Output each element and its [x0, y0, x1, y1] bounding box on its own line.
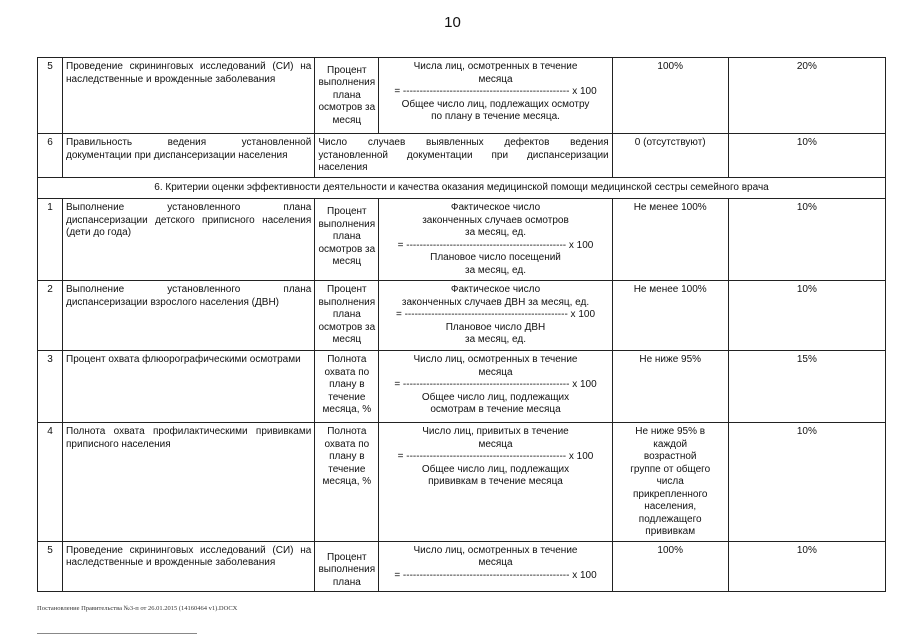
formula-denominator: за месяц, ед.: [465, 334, 527, 345]
table-row: [38, 541, 886, 592]
formula-denominator: Плановое число посещений: [430, 252, 561, 263]
indicator-line: плану в: [329, 451, 365, 462]
formula-denominator: по плану в течение месяца.: [431, 111, 560, 122]
row-number: 5: [38, 541, 63, 592]
formula-fraction-line: = -------------------------------------------------- x 100: [394, 379, 597, 390]
criteria-table: [37, 57, 886, 592]
indicator-line: Процент: [327, 206, 367, 217]
indicator-line: выполнения: [318, 564, 376, 575]
formula-numerator: Числа лиц, осмотренных в течение: [413, 61, 578, 72]
norm-cell: [612, 423, 728, 542]
formula-numerator: месяца: [478, 438, 513, 450]
indicator-line: Полнота: [327, 354, 367, 365]
indicator-line: плану в: [329, 379, 365, 390]
formula-numerator: Число лиц, осмотренных в течение: [413, 544, 578, 556]
norm-cell: Не менее 100%: [612, 281, 728, 351]
formula-denominator: прививкам в течение месяца: [428, 476, 563, 487]
weight-cell: 10%: [728, 134, 885, 178]
indicator-cell: [315, 58, 379, 134]
page-number: 10: [444, 14, 461, 31]
indicator-line: плана: [332, 231, 361, 242]
section-title: 6. Критерии оценки эффективности деятельности и качества оказания медицинской помощи медицинской сестры семейного врача: [38, 178, 886, 199]
formula-numerator: Число лиц, привитых в течение: [422, 426, 569, 437]
norm-line: подлежащего: [638, 513, 702, 525]
indicator-line: охвата по: [324, 366, 370, 378]
formula-numerator: Фактическое число: [450, 284, 541, 295]
norm-line: прикрепленного: [632, 488, 708, 500]
norm-line: группе от общего: [630, 463, 711, 475]
footer-divider: [37, 633, 197, 634]
row-number: 5: [38, 58, 63, 134]
indicator-line: плана: [332, 309, 361, 320]
formula-denominator: осмотрам в течение месяца: [430, 404, 561, 415]
indicator-line: охвата по: [324, 438, 370, 450]
weight-cell: 10%: [728, 281, 885, 351]
formula-denominator: Общее число лиц, подлежащих осмотру: [401, 98, 590, 110]
formula-fraction-line: = ------------------------------------------------ x 100: [397, 239, 594, 251]
indicator-description-cell: Число случаев выявленных дефектов ведения установленной документации при диспансеризации населения: [315, 134, 612, 178]
criterion-cell: Проведение скрининговых исследований (СИ) на наследственные и врожденные заболевания: [63, 541, 315, 592]
indicator-line: Процент: [327, 284, 367, 295]
row-number: 2: [38, 281, 63, 351]
indicator-line: месяц: [332, 256, 362, 267]
formula-fraction-line: = ------------------------------------------------ x 100: [397, 451, 594, 462]
formula-cell: [379, 199, 612, 281]
criterion-cell: Процент охвата флюорографическими осмотрами: [63, 351, 315, 423]
indicator-line: месяца, %: [322, 476, 372, 487]
indicator-line: плана: [332, 89, 361, 101]
table-row: [38, 199, 886, 281]
footer-note: Постановление Правительства №3-п от 26.01.2015 (14160464 v1).DOCX: [37, 605, 238, 612]
criterion-cell: Правильность ведения установленной документации при диспансеризации населения: [63, 134, 315, 178]
formula-numerator: Фактическое число: [450, 202, 541, 213]
formula-numerator: Число лиц, осмотренных в течение: [413, 354, 578, 365]
norm-line: каждой: [653, 438, 688, 450]
formula-cell: [379, 281, 612, 351]
section-header-row: [38, 178, 886, 199]
formula-cell: [379, 423, 612, 542]
table-row: [38, 58, 886, 134]
indicator-line: Процент: [327, 64, 367, 76]
indicator-line: Полнота: [327, 426, 367, 437]
norm-cell: Не менее 100%: [612, 199, 728, 281]
weight-cell: 10%: [728, 423, 885, 542]
formula-numerator: законченных случаев ДВН за месяц, ед.: [401, 296, 590, 308]
indicator-cell: [315, 199, 379, 281]
formula-cell: [379, 351, 612, 423]
weight-cell: 15%: [728, 351, 885, 423]
table-row: [38, 134, 886, 178]
formula-denominator: за месяц, ед.: [465, 264, 527, 276]
formula-fraction-line: = -------------------------------------------------- x 100: [394, 86, 597, 97]
formula-cell: [379, 541, 612, 592]
formula-numerator: за месяц, ед.: [465, 227, 527, 238]
formula-cell: [379, 58, 612, 134]
norm-line: Не ниже 95% в: [635, 426, 706, 437]
row-number: 3: [38, 351, 63, 423]
weight-cell: 10%: [728, 199, 885, 281]
indicator-cell: [315, 423, 379, 542]
indicator-line: течение: [328, 463, 366, 475]
row-number: 1: [38, 199, 63, 281]
norm-line: прививкам: [645, 526, 696, 537]
norm-cell: 0 (отсутствуют): [612, 134, 728, 178]
weight-cell: 10%: [728, 541, 885, 592]
criterion-cell: Полнота охвата профилактическими прививками приписного населения: [63, 423, 315, 542]
formula-numerator: законченных случаев осмотров: [422, 214, 569, 226]
indicator-line: выполнения: [318, 218, 376, 230]
indicator-line: месяц: [332, 334, 362, 345]
indicator-line: выполнения: [318, 77, 376, 89]
formula-fraction-line: = ------------------------------------------------- x 100: [395, 309, 596, 320]
criterion-cell: Проведение скрининговых исследований (СИ) на наследственные и врожденные заболевания: [63, 58, 315, 134]
indicator-line: месяц: [332, 114, 362, 126]
formula-denominator: Общее число лиц, подлежащих: [421, 391, 570, 403]
norm-line: населения,: [644, 501, 697, 512]
row-number: 6: [38, 134, 63, 178]
indicator-cell: [315, 281, 379, 351]
row-number: 4: [38, 423, 63, 542]
norm-line: числа: [656, 476, 684, 487]
table-row: [38, 281, 886, 351]
indicator-line: осмотров за: [318, 321, 376, 333]
norm-cell: Не ниже 95%: [612, 351, 728, 423]
indicator-line: Процент: [327, 551, 367, 563]
norm-line: возрастной: [643, 451, 697, 462]
norm-cell: 100%: [612, 541, 728, 592]
norm-cell: 100%: [612, 58, 728, 134]
table-row: [38, 351, 886, 423]
criterion-cell: Выполнение установленного плана диспансеризации детского приписного населения (дети до года): [63, 199, 315, 281]
formula-denominator: Плановое число ДВН: [445, 321, 546, 333]
formula-numerator: месяца: [478, 366, 513, 378]
formula-numerator: месяца: [478, 557, 513, 568]
table-row: [38, 423, 886, 542]
indicator-line: выполнения: [318, 296, 376, 308]
indicator-line: осмотров за: [318, 102, 376, 114]
indicator-line: месяца, %: [322, 404, 372, 415]
indicator-cell: [315, 351, 379, 423]
indicator-line: осмотров за: [318, 243, 376, 255]
indicator-cell: [315, 541, 379, 592]
indicator-line: течение: [328, 391, 366, 403]
formula-fraction-line: = -------------------------------------------------- x 100: [394, 569, 597, 581]
criterion-cell: Выполнение установленного плана диспансеризации взрослого населения (ДВН): [63, 281, 315, 351]
formula-numerator: месяца: [478, 73, 513, 85]
formula-denominator: Общее число лиц, подлежащих: [421, 463, 570, 475]
indicator-line: плана: [332, 576, 361, 588]
weight-cell: 20%: [728, 58, 885, 134]
